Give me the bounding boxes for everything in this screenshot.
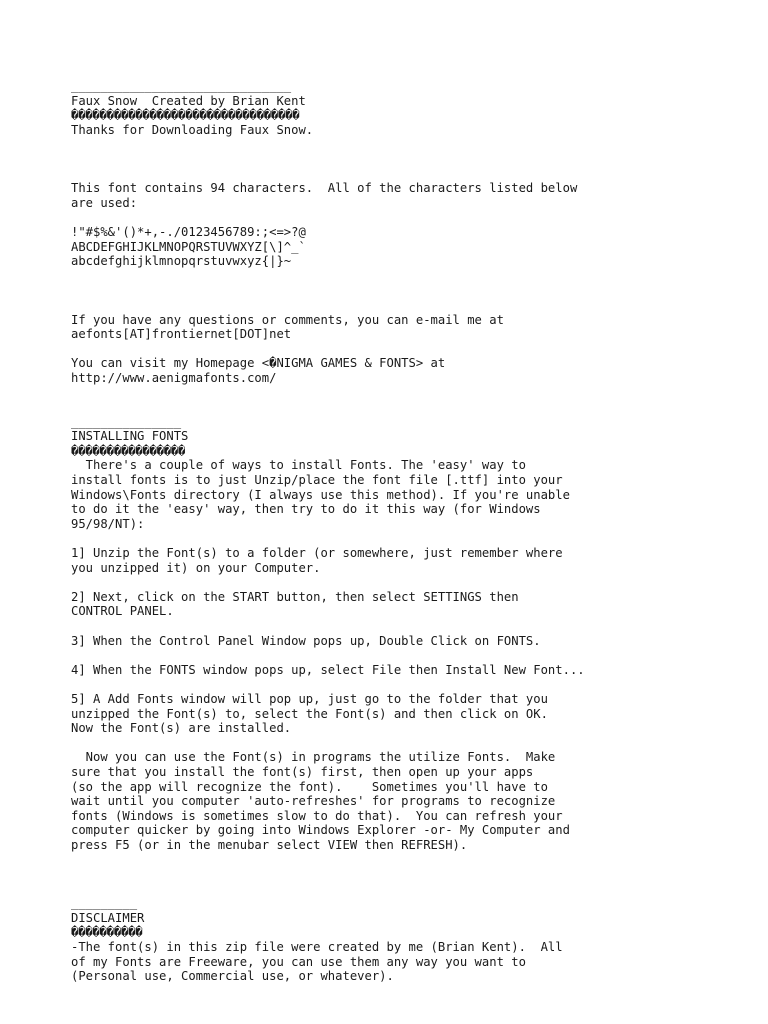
text-line: of my Fonts are Freeware, you can use them any way you want to xyxy=(71,954,526,969)
text-line: press F5 (or in the menubar select VIEW then REFRESH). xyxy=(71,837,468,852)
text-line: You can visit my Homepage <�NIGMA GAMES & FONTS> at xyxy=(71,356,446,371)
text-line: This font contains 94 characters. All of the characters listed below xyxy=(71,181,578,196)
text-line: CONTROL PANEL. xyxy=(71,604,174,619)
section-rule: _________ xyxy=(71,896,138,911)
text-line: -The font(s) in this zip file were created by me (Brian Kent). All xyxy=(71,940,563,955)
text-line: (Personal use, Commercial use, or whatever). xyxy=(71,969,394,984)
text-line: Now the Font(s) are installed. xyxy=(71,721,292,736)
text-line: wait until you computer 'auto-refreshes' for programs to recognize xyxy=(71,794,556,809)
replacement-glyph-row: ���������� xyxy=(71,925,143,940)
document-body xyxy=(71,79,751,984)
text-line: Thanks for Downloading Faux Snow. xyxy=(71,122,314,137)
text-line: 95/98/NT): xyxy=(71,516,145,531)
blank-line xyxy=(71,882,751,897)
text-line: computer quicker by going into Windows Explorer -or- My Computer and xyxy=(71,823,570,838)
text-line: If you have any questions or comments, you can e-mail me at xyxy=(71,312,504,327)
text-line: are used: xyxy=(71,195,138,210)
blank-line xyxy=(71,385,751,400)
replacement-glyph-row: ���������������� xyxy=(71,443,186,458)
section-rule: _______________ xyxy=(71,414,182,429)
text-line: you unzipped it) on your Computer. xyxy=(71,560,321,575)
blank-line xyxy=(71,619,751,634)
text-line: Now you can use the Font(s) in programs the utilize Fonts. Make xyxy=(71,750,556,765)
blank-line xyxy=(71,283,751,298)
text-line: There's a couple of ways to install Fonts. The 'easy' way to xyxy=(71,458,526,473)
text-line: abcdefghijklmnopqrstuvwxyz{|}~ xyxy=(71,254,292,269)
text-line: to do it the 'easy' way, then try to do it this way (for Windows xyxy=(71,502,541,517)
blank-line xyxy=(71,152,751,167)
blank-line xyxy=(71,575,751,590)
text-line: (so the app will recognize the font). Sometimes you'll have to xyxy=(71,779,548,794)
text-line: !"#$%&'()*+,-./0123456789:;<=>?@ xyxy=(71,224,306,239)
text-line: 3] When the Control Panel Window pops up, Double Click on FONTS. xyxy=(71,633,541,648)
blank-line xyxy=(71,531,751,546)
text-line: 1] Unzip the Font(s) to a folder (or somewhere, just remember where xyxy=(71,546,563,560)
text-line: http://www.aenigmafonts.com/ xyxy=(71,370,277,385)
blank-line xyxy=(71,210,751,225)
text-line: fonts (Windows is sometimes slow to do that). You can refresh your xyxy=(71,808,563,823)
text-line: 2] Next, click on the START button, then select SETTINGS then xyxy=(71,589,519,604)
section-rule: ______________________________ xyxy=(71,79,292,93)
blank-line xyxy=(71,852,751,867)
text-line: 5] A Add Fonts window will pop up, just go to the folder that you xyxy=(71,691,548,706)
replacement-glyph-row: �������������������������������� xyxy=(71,108,300,123)
text-line: Windows\Fonts directory (I always use this method). If you're unable xyxy=(71,487,570,502)
blank-line xyxy=(71,269,751,284)
text-line: aefonts[AT]frontiernet[DOT]net xyxy=(71,327,292,342)
blank-line xyxy=(71,167,751,182)
blank-line xyxy=(71,736,751,751)
text-line: 4] When the FONTS window pops up, select File then Install New Font... xyxy=(71,662,585,677)
text-line: unzipped the Font(s) to, select the Font(s) and then click on OK. xyxy=(71,706,548,721)
text-line: INSTALLING FONTS xyxy=(71,429,189,444)
blank-line xyxy=(71,137,751,152)
text-line: install fonts is to just Unzip/place the font file [.ttf] into your xyxy=(71,473,563,488)
text-line: ABCDEFGHIJKLMNOPQRSTUVWXYZ[\]^_` xyxy=(71,239,306,254)
blank-line xyxy=(71,342,751,357)
blank-line xyxy=(71,867,751,882)
blank-line xyxy=(71,677,751,692)
text-line: DISCLAIMER xyxy=(71,910,145,925)
blank-line xyxy=(71,298,751,313)
blank-line xyxy=(71,400,751,415)
text-line: Faux Snow Created by Brian Kent xyxy=(71,93,306,108)
blank-line xyxy=(71,648,751,663)
text-line: sure that you install the font(s) first, then open up your apps xyxy=(71,764,534,779)
